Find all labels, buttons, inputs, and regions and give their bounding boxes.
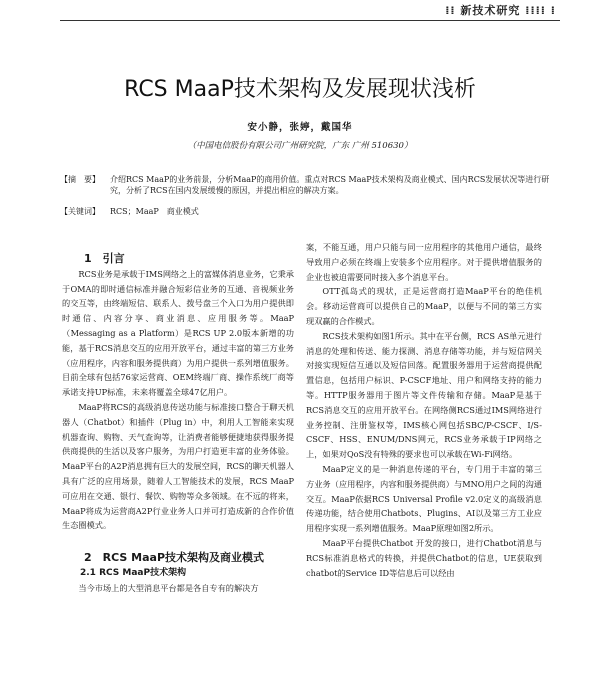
left-column [62, 252, 294, 687]
abstract-row [60, 174, 556, 196]
keywords-row [60, 206, 556, 217]
journal-section-header: ⁞⁞ 新技术研究 ⁞⁞⁞⁞ ⁞ [445, 4, 556, 17]
article-title: RCS MaaP技术架构及发展现状浅析 [124, 77, 476, 102]
abstract-label: 【摘 要】 [60, 175, 100, 184]
paragraph: 当今市场上的大型消息平台都是各自专有的解决方 [78, 582, 259, 593]
right-column [306, 240, 542, 687]
section-spacer [62, 533, 294, 551]
paragraph: OTT孤岛式的现状，正是运营商打造MaaP平台的绝佳机会。移动运营商可以提供自己的MaaP，以便与不同的第三方实现双赢的合作模式。 [306, 286, 542, 326]
affiliation: （中国电信股份有限公司广州研究院，广东 广州 510630） [187, 141, 413, 151]
paragraph: MaaP定义的是一种消息传递的平台，专门用于丰富的第三方业务（应用程序，内容和服务提供商）与MNO用户之间的沟通交互。MaaP依据RCS Universal Profile v2.0定义的高级消息传递功能，结合使用Chatbots、Plugins、AI以及第三方工业应用程序实现一系列增值服务。MaaP原理如图2所示。 [306, 463, 542, 534]
keywords-label: 【关键词】 [60, 207, 100, 216]
section-1-heading: 1 引言 [84, 252, 125, 265]
section-2-heading: 2 RCS MaaP技术架构及商业模式 [84, 551, 265, 565]
abstract-text: 介绍RCS MaaP的业务前景，分析MaaP的商用价值。重点对RCS MaaP技术架构及商业模式、国内RCS发展状况等进行研究，分析了RCS在国内发展缓慢的原因，并提出相应的解决方案。 [110, 175, 550, 195]
header-rule [60, 20, 560, 21]
abstract-block [60, 174, 556, 227]
paragraph: MaaP平台提供Chatbot 开发的接口，进行Chatbot消息与RCS标准消息格式的转换，并提供Chatbot的信息，UE获取到chatbot的Service ID等信息后可以经由 [306, 537, 542, 578]
keywords-text: RCS；MaaP 商业模式 [110, 207, 199, 216]
section-2-1-heading: 2.1 RCS MaaP技术架构 [80, 567, 187, 578]
authors: 安小静，张婷，戴国华 [247, 122, 353, 133]
paragraph: RCS技术架构如图1所示。其中在平台侧，RCS AS单元进行消息的处理和传送、能力探测、消息存储等功能，并与短信网关对接实现短信互通以及短信回落。配置服务器用于运营商提供配置信息，包括用户标识、P-CSCF地址、用户和网络支持的能力等。HTTP服务器用于图片等文件传输和存储。MaaP是基于RCS消息交互的应用开放平台。在网络侧RCS通过IMS网络进行业务控制、注册鉴权等，IMS核心网包括SBC/P-CSCF、I/S-CSCF、HSS、ENUM/DNS网元，RCS业务承载于IP网络之上，如果对QoS没有特殊的要求也可以承载在Wi-Fi网络。 [306, 330, 542, 460]
paragraph: 案，不能互通，用户只能与同一应用程序的其他用户通信，最终导致用户必须在终端上安装多个应用程序。对于提供增值服务的企业也被迫需要同时接入多个消息平台。 [306, 242, 542, 282]
paragraph: MaaP将RCS的高级消息传送功能与标准接口整合于聊天机器人（Chatbot）和插件（Plug in）中，利用人工智能来实现机器查询、购物、天气查询等，让消费者能够便捷地获得服务提供商提供的生活以及客户服务，为用户打造更丰富的业务体验。MaaP平台的A2P消息拥有巨大的发展空间，RCS的聊天机器人具有广泛的应用场景，随着人工智能技术的发展，RCS MaaP可应用在交通、银行、餐饮、购物等众多领域。在不远的将来，MaaP将成为运营商A2P行业业务人口并可打造成新的合作价值生态圈模式。 [62, 401, 294, 531]
paragraph: RCS业务是承载于IMS网络之上的富媒体消息业务，它秉承于OMA的即时通信标准并融合短彩信业务的互通、音视频业务的交互等，由终端短信、联系人、拨号盘三个入口为用户提供即时通信、内容分享、商业消息、应用服务等。MaaP（Messaging as a Platform）是RCS UP 2.0版本新增的功能，基于RCS消息交互的应用开放平台，通过丰富的第三方业务（应用程序，内容和服务提供商）为用户提供一系列增值服务。目前全球有包括76家运营商、OEM终端厂商、操作系统厂商等承诺支持UP标准，未来将覆盖全球47亿用户。 [62, 268, 294, 398]
